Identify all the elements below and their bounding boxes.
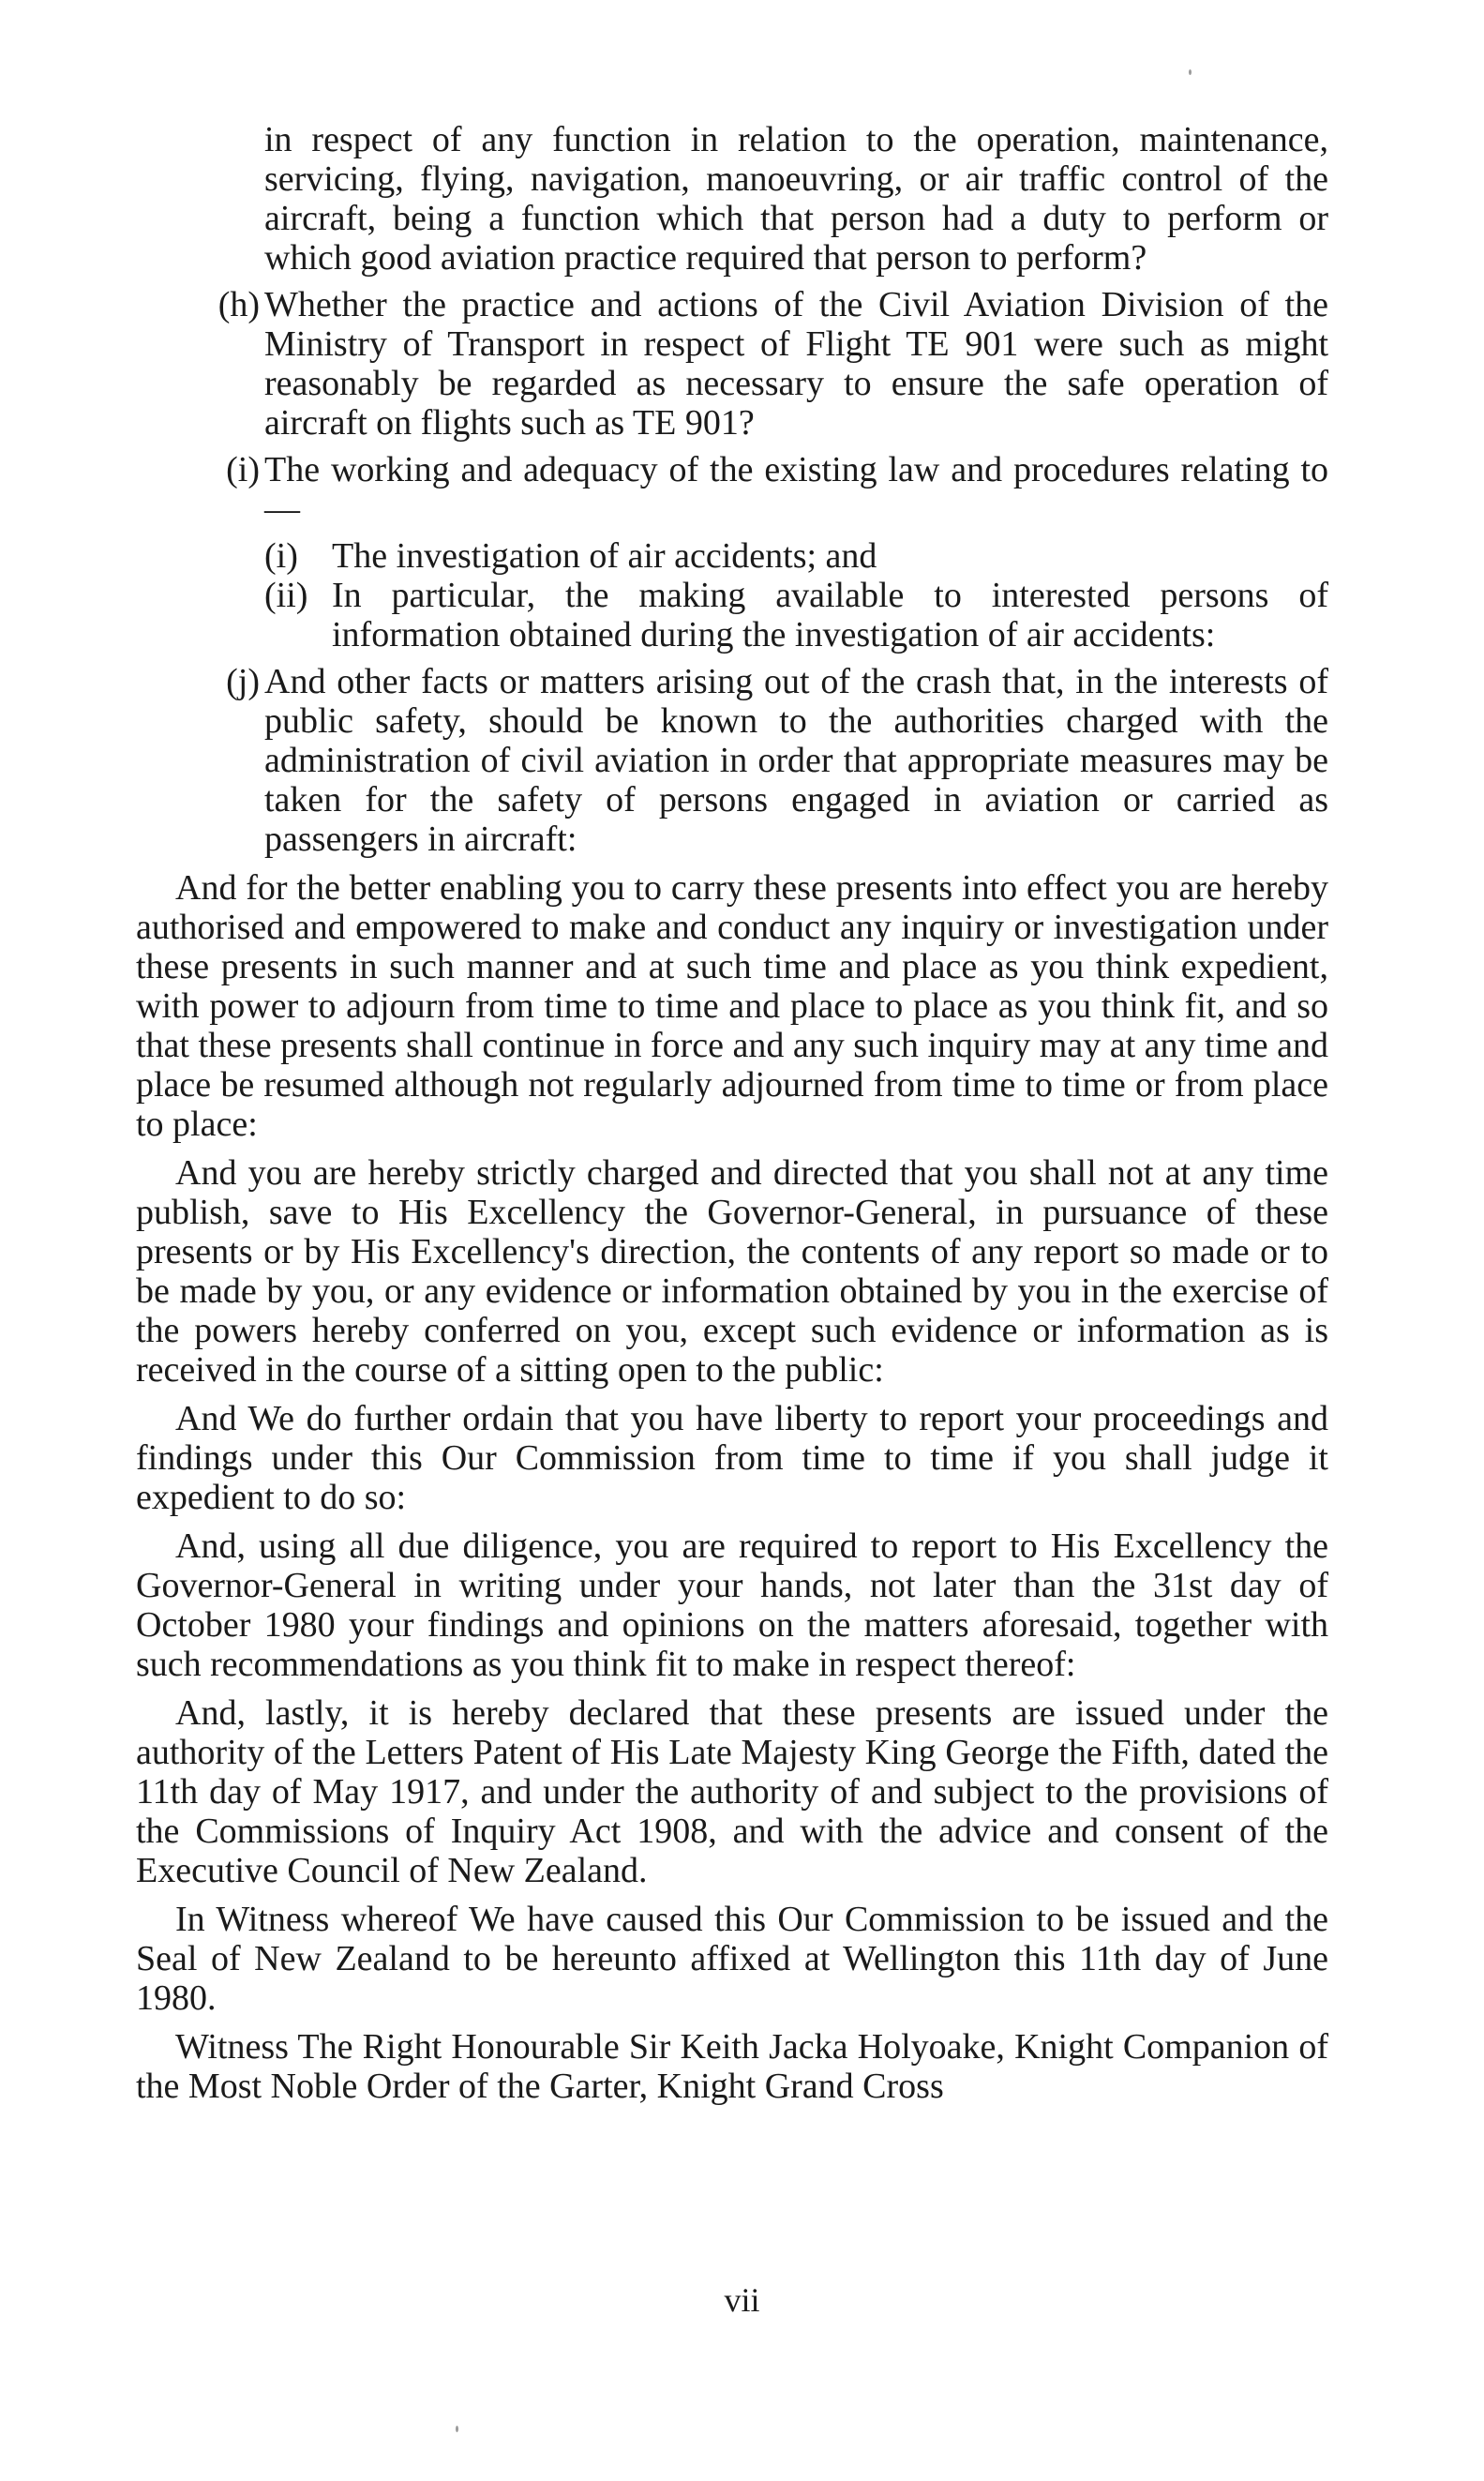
sub-item-i [264,536,1328,576]
scan-speck [456,2426,458,2432]
list-item-i [136,450,1328,529]
body-paragraph: And you are hereby strictly charged and directed that you shall not at any time publish, save to His Excellency the Governor-General, in pursuance of these presents or by His Excellency's direction, the contents of any report so made or to be made by you, or any evidence or information obtained by you in the exercise of the powers hereby conferred on you, except such evidence or information as is received in the course of a sitting open to the public: [136,1153,1328,1390]
sub-item-label: (i) [264,536,298,576]
continuation-paragraph: in respect of any function in relation to the operation, maintenance, servicing, flying, navigation, manoeuvring, or air traffic control of the aircraft, being a function which that person had a duty to perform or which good aviation practice required that person to perform? [264,120,1328,278]
item-text: The working and adequacy of the existing law and procedures relating to— [264,450,1328,529]
item-label: (h) [217,285,260,324]
scan-speck [1189,69,1192,75]
list-item-j [136,662,1328,859]
item-label: (j) [226,662,260,701]
sub-item-text: In particular, the making available to interested persons of information obtained during the investigation of air accidents: [332,576,1328,654]
body-paragraph: In Witness whereof We have caused this Our Commission to be issued and the Seal of New Zealand to be hereunto affixed at Wellington this 11th day of June 1980. [136,1900,1328,2018]
page-number: vii [724,2281,760,2319]
body-paragraph: Witness The Right Honourable Sir Keith Jacka Holyoake, Knight Companion of the Most Noble Order of the Garter, Knight Grand Cross [136,2027,1328,2106]
item-text: Whether the practice and actions of the Civil Aviation Division of the Ministry of Transport in respect of Flight TE 901 were such as might reasonably be regarded as necessary to ensure the safe operation of aircraft on flights such as TE 901? [264,285,1328,443]
sub-item-text: The investigation of air accidents; and [332,536,877,576]
body-paragraph: And We do further ordain that you have liberty to report your proceedings and findings under this Our Commission from time to time if you shall judge it expedient to do so: [136,1399,1328,1517]
item-label: (i) [226,450,260,489]
item-text: And other facts or matters arising out of the crash that, in the interests of public safety, should be known to the authorities charged with the administration of civil aviation in order that appropriate measures may be taken for the safety of persons engaged in aviation or carried as passengers in aircraft: [264,662,1328,859]
body-paragraph: And, using all due diligence, you are required to report to His Excellency the Governor-General in writing under your hands, not later than the 31st day of October 1980 your findings and opinions on the matters aforesaid, together with such recommendations as you think fit to make in respect thereof: [136,1526,1328,1684]
sub-item-label: (ii) [264,576,308,615]
sub-item-ii [264,576,1328,654]
body-paragraph: And for the better enabling you to carry these presents into effect you are hereby authorised and empowered to make and conduct any inquiry or investigation under these presents in such manner and at such time and place as you think expedient, with power to adjourn from time to time and place to place as you think fit, and so that these presents shall continue in force and any such inquiry may at any time and place be resumed although not regularly adjourned from time to time or from place to place: [136,868,1328,1144]
list-item-h [136,285,1328,443]
document-page [136,120,1328,2106]
body-paragraph: And, lastly, it is hereby declared that these presents are issued under the authority of the Letters Patent of His Late Majesty King George the Fifth, dated the 11th day of May 1917, and under the authority of and subject to the provisions of the Commissions of Inquiry Act 1908, and with the advice and consent of the Executive Council of New Zealand. [136,1693,1328,1890]
